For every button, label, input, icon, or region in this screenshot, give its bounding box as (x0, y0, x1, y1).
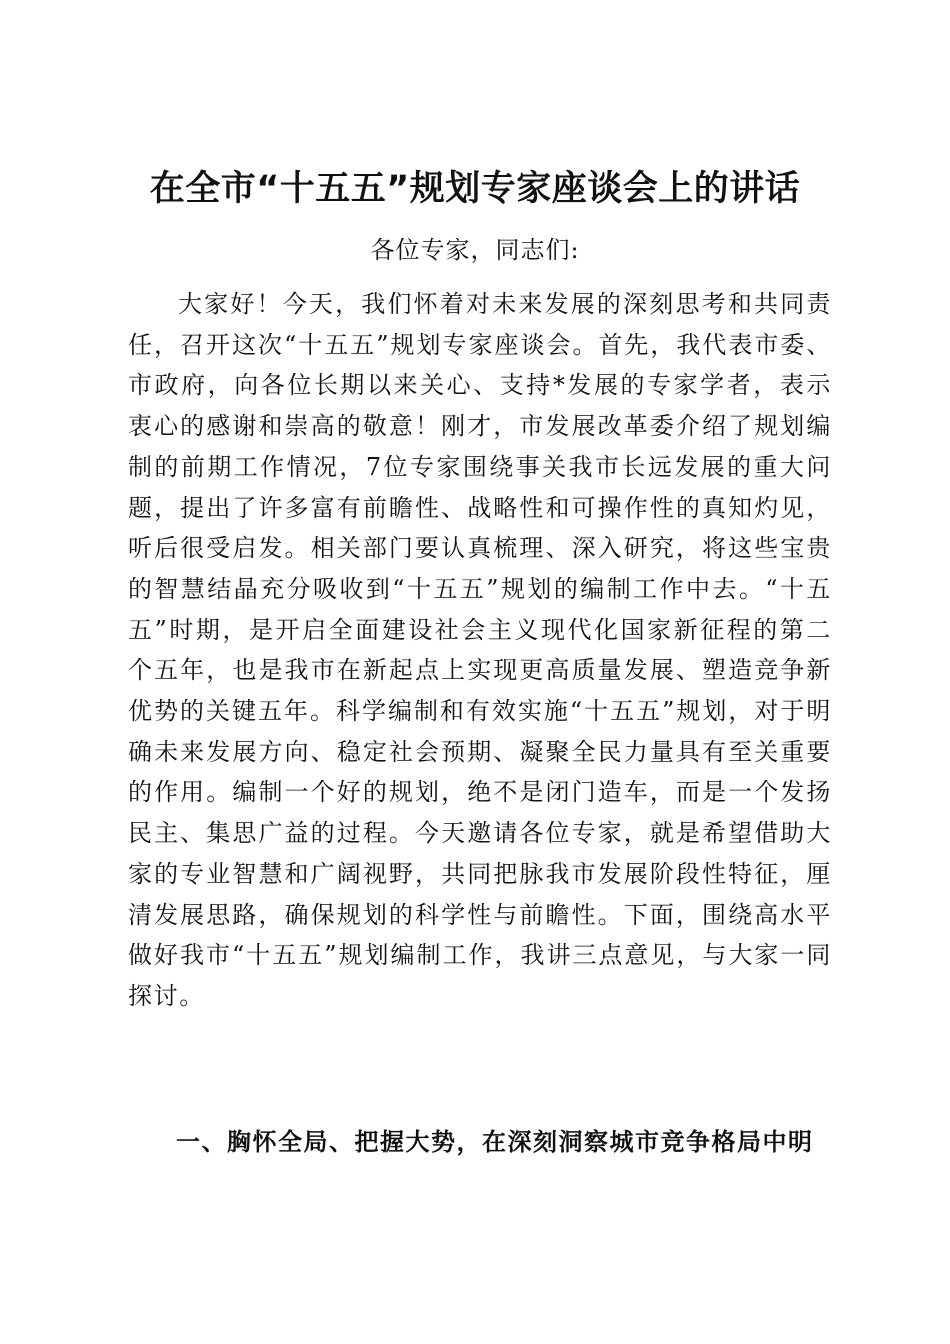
salutation: 各位专家，同志们: (370, 236, 580, 264)
section-heading: 一、胸怀全局、把握大势，在深刻洞察城市竞争格局中明 (176, 1128, 814, 1156)
document-title: 在全市“十五五”规划专家座谈会上的讲话 (149, 169, 801, 209)
body-paragraph: 大家好！今天，我们怀着对未来发展的深刻思考和共同责任，召开这次“十五五”规划专家座谈会。首先，我代表市委、市政府，向各位长期以来关心、支持*发展的专家学者，表示衷心的感谢和崇高的敬意！刚才，市发展改革委介绍了规划编制的前期工作情况，7位专家围绕事关我市长远发展的重大问题，提出了许多富有前瞻性、战略性和可操作性的真知灼见，听后很受启发。相关部门要认真梳理、深入研究，将这些宝贵的智慧结晶充分吸收到“十五五”规划的编制工作中去。“十五五”时期，是开启全面建设社会主义现代化国家新征程的第二个五年，也是我市在新起点上实现更高质量发展、塑造竞争新优势的关键五年。科学编制和有效实施“十五五”规划，对于明确未来发展方向、稳定社会预期、凝聚全民力量具有至关重要的作用。编制一个好的规划，绝不是闭门造车，而是一个发扬民主、集思广益的过程。今天邀请各位专家，就是希望借助大家的专业智慧和广阔视野，共同把脉我市发展阶段性特征，厘清发展思路，确保规划的科学性与前瞻性。下面，围绕高水平做好我市“十五五”规划编制工作，我讲三点意见，与大家一同探讨。 (128, 290, 832, 1010)
